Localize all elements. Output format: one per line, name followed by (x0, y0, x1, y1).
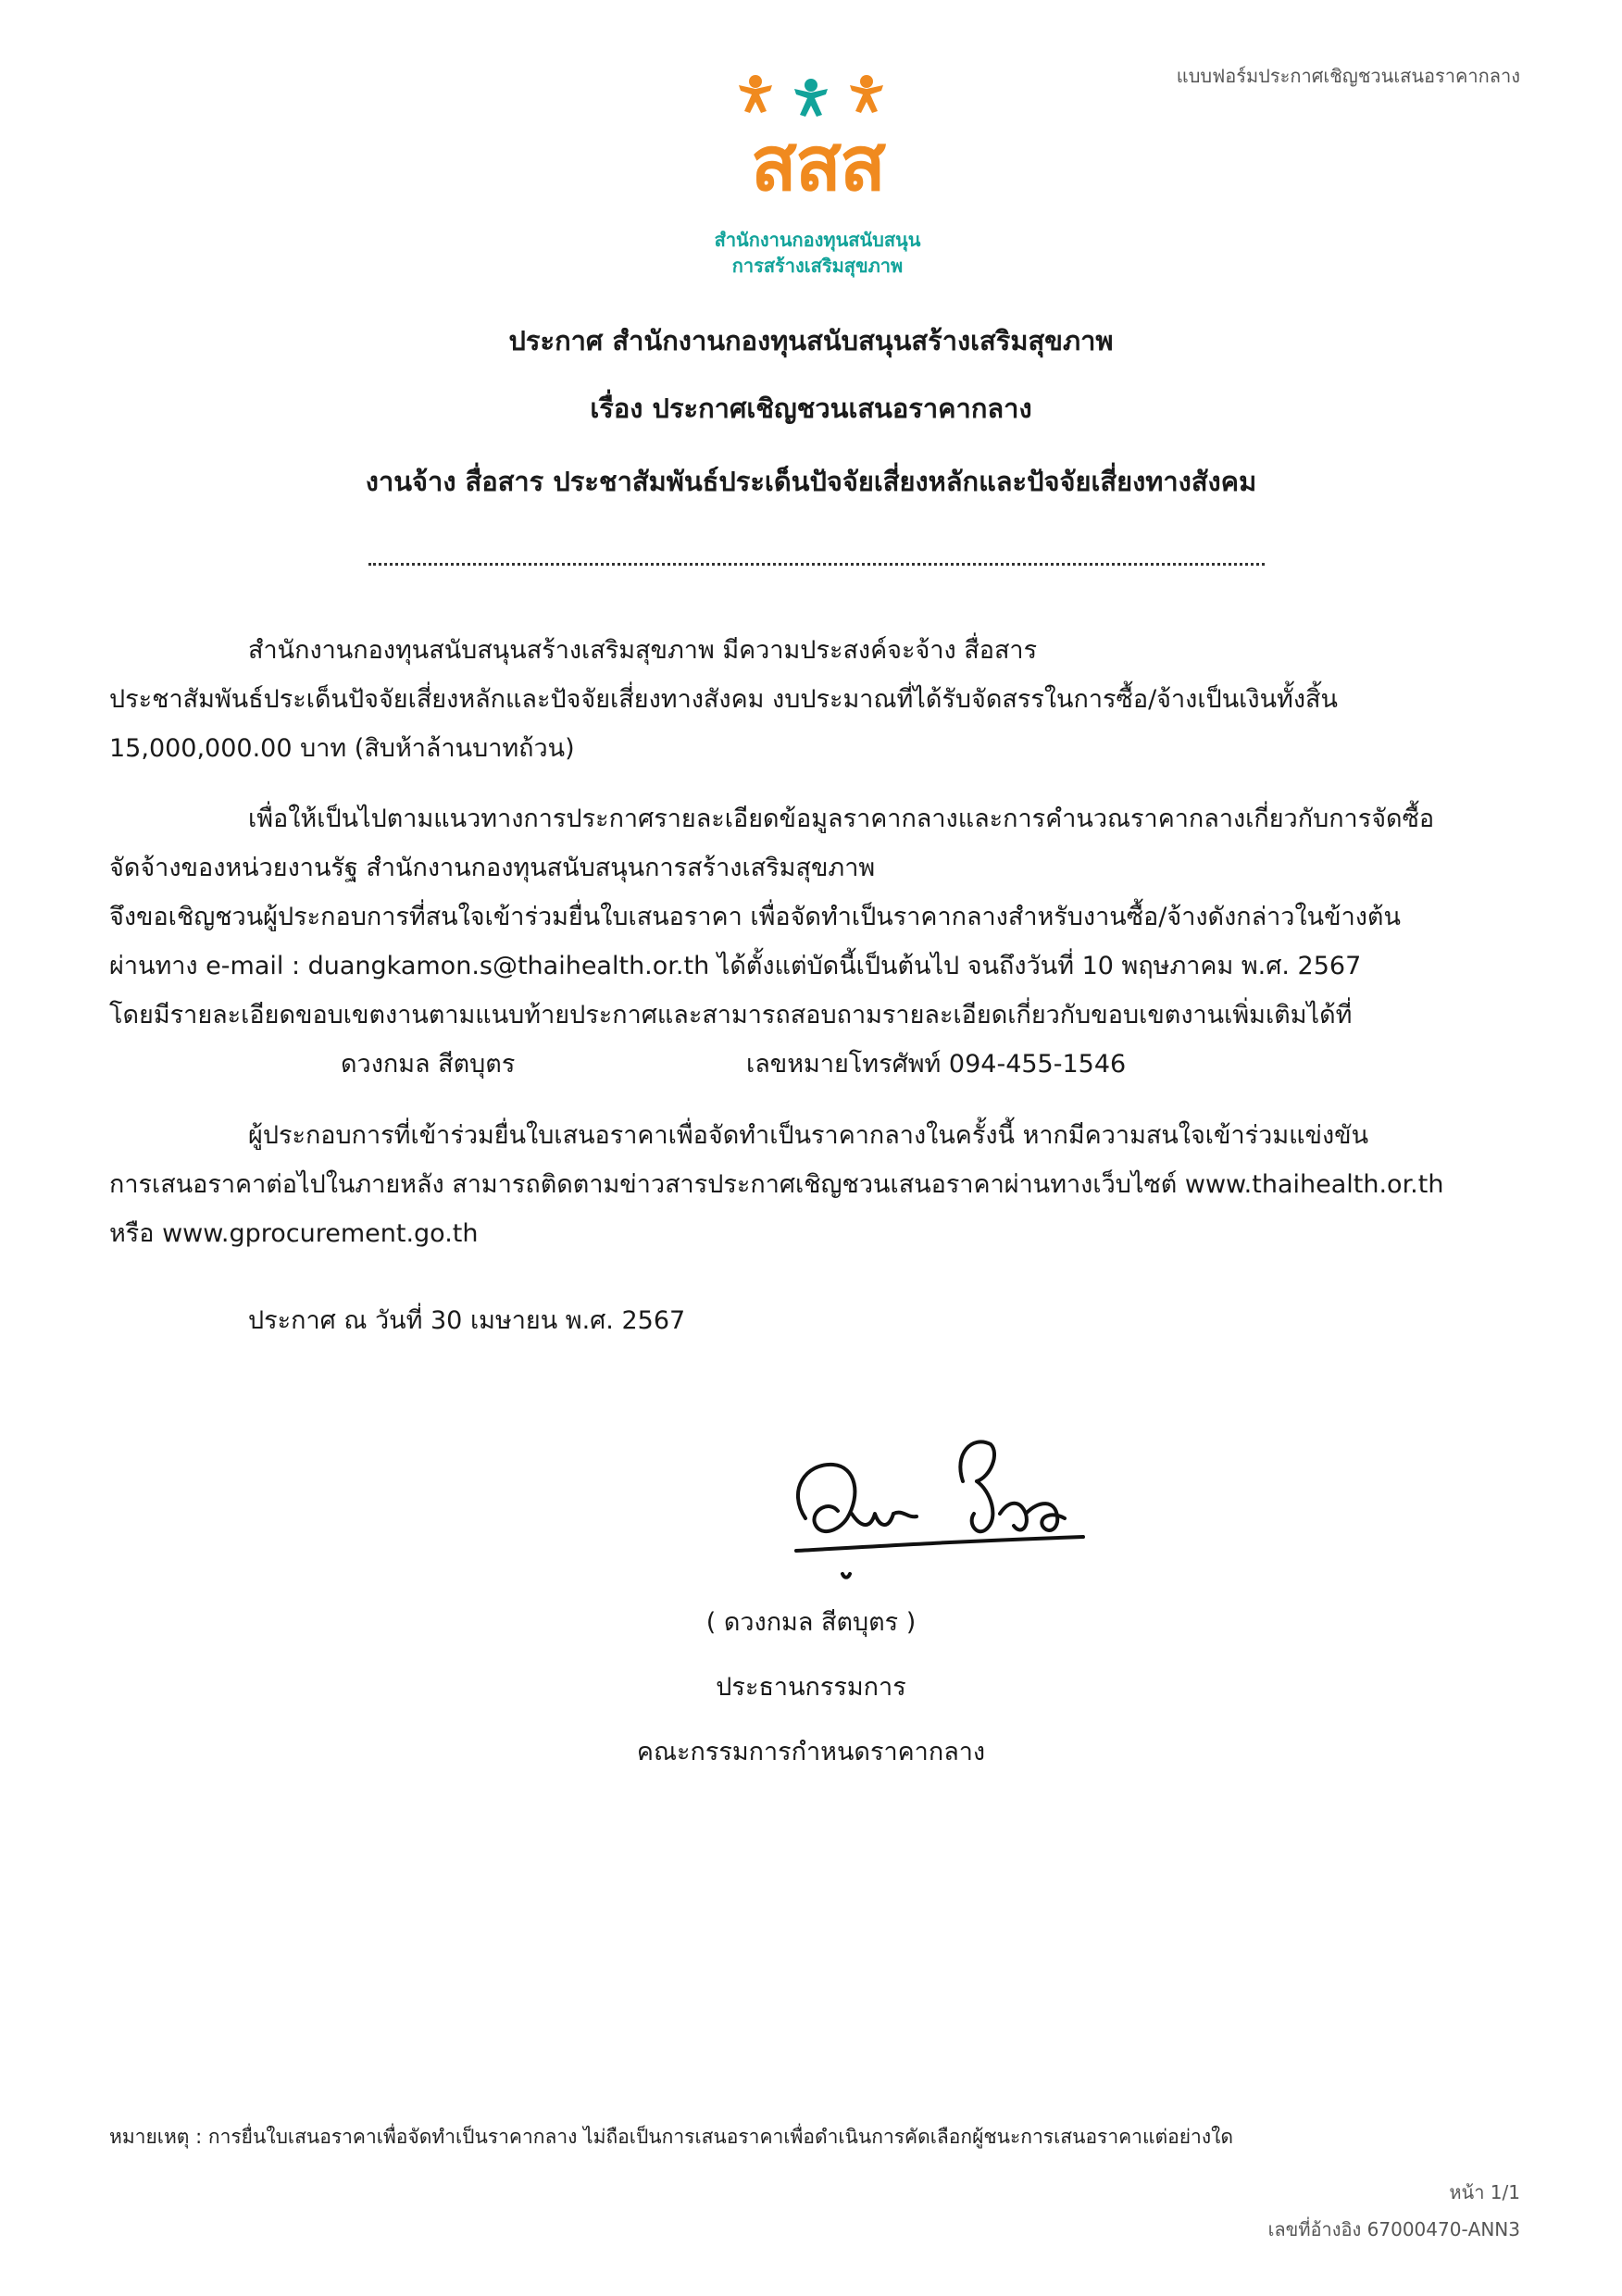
signatory-position: ประธานกรรมการ (716, 1673, 906, 1702)
paragraph-3 (109, 1111, 1516, 1258)
paragraph-1 (109, 626, 1516, 773)
handwritten-signature (778, 1426, 1111, 1583)
title-line-1: ประกาศ สำนักงานกองทุนสนับสนุนสร้างเสริมสุขภาพ (508, 325, 1114, 356)
paragraph-line: 15,000,000.00 บาท (สิบห้าล้านบาทถ้วน) (109, 734, 575, 763)
contact-name: ดวงกมล สีตบุตร (341, 1050, 516, 1079)
signatory-name: ( ดวงกมล สีตบุตร ) (705, 1608, 917, 1637)
paragraph-line: สำนักงานกองทุนสนับสนุนสร้างเสริมสุขภาพ มีความประสงค์จะจ้าง สื่อสาร (248, 636, 1038, 665)
committee-name: คณะกรรมการกำหนดราคากลาง (636, 1738, 986, 1766)
thaihealth-logo (702, 72, 933, 281)
paragraph-line: ผ่านทาง e-mail : duangkamon.s@thaihealth.or.th ได้ตั้งแต่บัดนี้เป็นต้นไป จนถึงวันที่ 10 พฤษภาคม พ.ศ. 2567 (109, 952, 1362, 980)
title-line-3: งานจ้าง สื่อสาร ประชาสัมพันธ์ประเด็นปัจจัยเสี่ยงหลักและปัจจัยเสี่ยงทางสังคม (365, 466, 1257, 497)
paragraph-line: จัดจ้างของหน่วยงานรัฐ สำนักงานกองทุนสนับสนุนการสร้างเสริมสุขภาพ (109, 854, 876, 882)
page-number: หน้า 1/1 (1449, 2181, 1520, 2203)
form-type-label: แบบฟอร์มประกาศเชิญชวนเสนอราคากลาง (1176, 65, 1520, 87)
paragraph-line: จึงขอเชิญชวนผู้ประกอบการที่สนใจเข้าร่วมยื่นใบเสนอราคา เพื่อจัดทำเป็นราคากลางสำหรับงานซื้อ/จ้างดังกล่าวในข้างต้น (109, 903, 1401, 931)
paragraph-line: ผู้ประกอบการที่เข้าร่วมยื่นใบเสนอราคาเพื่อจัดทำเป็นราคากลางในครั้งนี้ หากมีความสนใจเข้าร่วมแข่งขัน (248, 1121, 1369, 1150)
footnote: หมายเหตุ : การยื่นใบเสนอราคาเพื่อจัดทำเป็นราคากลาง ไม่ถือเป็นการเสนอราคาเพื่อดำเนินการคัดเลือกผู้ชนะการเสนอราคาแต่อย่างใด (109, 2126, 1233, 2148)
paragraph-line: โดยมีรายละเอียดขอบเขตงานตามแนบท้ายประกาศและสามารถสอบถามรายละเอียดเกี่ยวกับขอบเขตงานเพิ่มเติมได้ที่ (109, 1001, 1353, 1029)
announce-date-text: ประกาศ ณ วันที่ 30 เมษายน พ.ศ. 2567 (248, 1306, 686, 1335)
reference-number: เลขที่อ้างอิง 67000470-ANN3 (1267, 2218, 1520, 2240)
announce-date (109, 1296, 1516, 1345)
paragraph-line: การเสนอราคาต่อไปในภายหลัง สามารถติดตามข่าวสารประกาศเชิญชวนเสนอราคาผ่านทางเว็บไซต์ www.thaihealth.or.th (109, 1170, 1444, 1199)
dotted-divider (368, 563, 1265, 566)
logo-line-2: การสร้างเสริมสุขภาพ (731, 255, 904, 277)
contact-phone: เลขหมายโทรศัพท์ 094-455-1546 (746, 1050, 1127, 1079)
paragraph-line: หรือ www.gprocurement.go.th (109, 1219, 479, 1248)
paragraph-2 (109, 794, 1516, 1079)
logo-wordmark: สสส (750, 119, 885, 208)
paragraph-line: ประชาสัมพันธ์ประเด็นปัจจัยเสี่ยงหลักและปัจจัยเสี่ยงทางสังคม งบประมาณที่ได้รับจัดสรรในการซื้อ/จ้างเป็นเงินทั้งสิ้น (109, 685, 1338, 714)
logo-line-1: สำนักงานกองทุนสนับสนุน (714, 229, 921, 251)
title-line-2: เรื่อง ประกาศเชิญชวนเสนอราคากลาง (590, 393, 1032, 424)
paragraph-line: เพื่อให้เป็นไปตามแนวทางการประกาศรายละเอียดข้อมูลราคากลางและการคำนวณราคากลางเกี่ยวกับการจัดซื้อ (248, 805, 1435, 833)
